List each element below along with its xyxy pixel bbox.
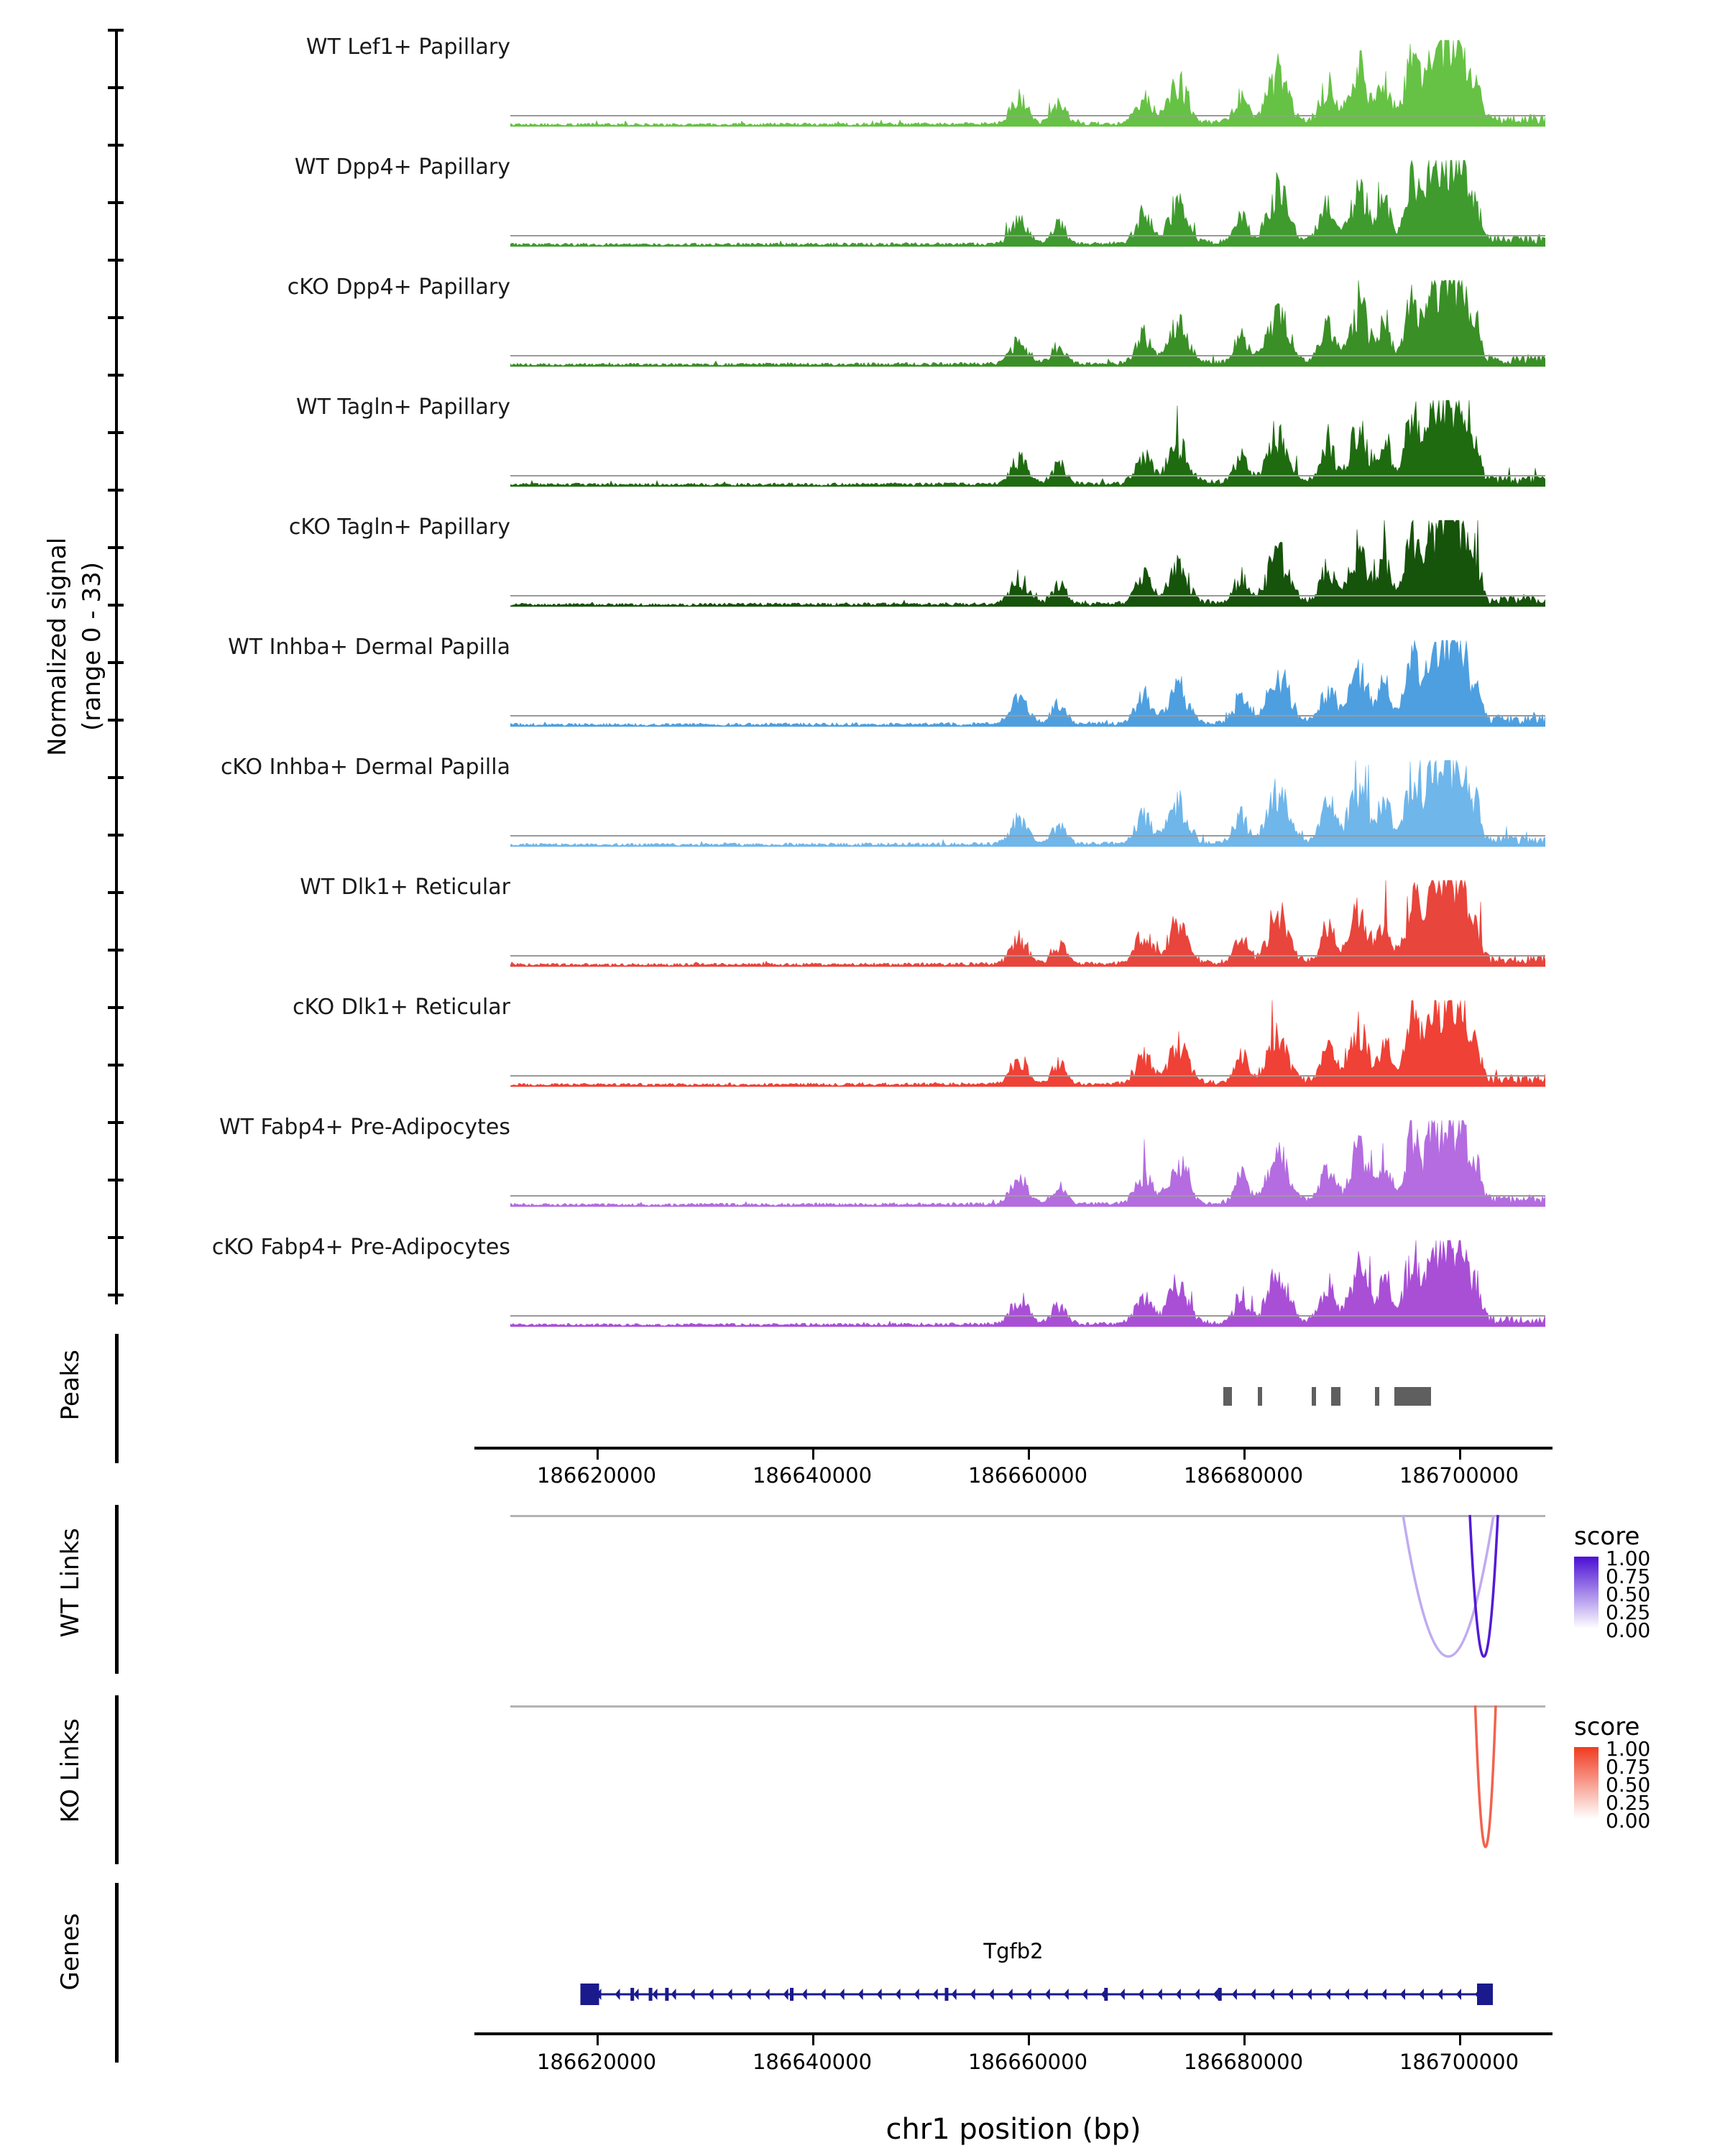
gene-strand-arrow — [1008, 1989, 1013, 2000]
x-axis-tick-label: 186660000 — [967, 1463, 1088, 1488]
gene-strand-arrow — [1269, 1989, 1274, 2000]
x-axis-tick — [812, 2035, 814, 2045]
gene-strand-arrow — [1026, 1989, 1031, 2000]
gene-strand-arrow — [1344, 1989, 1349, 2000]
coverage-track — [0, 264, 1725, 384]
gene-strand-arrow — [970, 1989, 975, 2000]
gene-exon — [790, 1988, 794, 2001]
link-arc — [1470, 1515, 1498, 1657]
coverage-track — [0, 505, 1725, 624]
coverage-track-label: WT Dlk1+ Reticular — [300, 875, 510, 900]
gene-strand-arrow — [1157, 1989, 1162, 2000]
gene-strand-arrow — [1251, 1989, 1256, 2000]
wt-links-legend-ticks — [1606, 1547, 1651, 1642]
x-axis-tick — [1243, 2035, 1246, 2045]
y-axis-title-line2: (range 0 - 33) — [78, 562, 106, 732]
coverage-track-label: WT Fabp4+ Pre-Adipocytes — [219, 1115, 510, 1140]
legend-tick-label: 1.00 — [1606, 1547, 1651, 1570]
coverage-baseline — [510, 835, 1545, 837]
gene-strand-arrow — [1064, 1989, 1069, 2000]
coverage-track-label: WT Dpp4+ Papillary — [294, 155, 510, 180]
gene-exon — [945, 1988, 949, 2001]
coverage-track-label: WT Tagln+ Papillary — [296, 395, 510, 420]
coverage-baseline — [510, 595, 1545, 596]
gene-model — [510, 1969, 1545, 2019]
gene-strand-arrow — [765, 1989, 770, 2000]
peaks-label: Peaks — [56, 1350, 85, 1421]
y-axis-title-line1: Normalized signal — [43, 537, 72, 757]
ko-links-legend-title: score — [1574, 1713, 1640, 1741]
ko-links-bracket — [115, 1695, 119, 1864]
gene-strand-arrow — [952, 1989, 957, 2000]
gene-strand-arrow — [1400, 1989, 1405, 2000]
x-axis-tick-label: 186700000 — [1399, 2050, 1519, 2074]
coverage-track — [0, 625, 1725, 744]
x-axis-tick-label: 186640000 — [752, 1463, 873, 1488]
genes-label: Genes — [56, 1913, 85, 1991]
coverage-track — [0, 745, 1725, 864]
ko-links-legend — [1574, 1713, 1651, 1833]
gene-strand-arrow — [1082, 1989, 1087, 2000]
gene-strand-arrow — [634, 1989, 639, 2000]
x-axis-tick — [1028, 2035, 1030, 2045]
x-axis-title: chr1 position (bp) — [886, 2113, 1141, 2146]
coverage-track-label: WT Lef1+ Papillary — [305, 34, 510, 60]
coverage-track — [0, 865, 1725, 984]
legend-tick-label: 0.75 — [1606, 1565, 1651, 1588]
peaks-axis-line — [474, 1447, 1552, 1450]
coverage-track-label: cKO Tagln+ Papillary — [288, 515, 510, 540]
gene-exon — [665, 1988, 668, 2001]
x-axis-tick-label: 186620000 — [536, 1463, 657, 1488]
coverage-signal — [510, 149, 1545, 258]
coverage-baseline — [510, 115, 1545, 116]
wt-links-bracket — [115, 1505, 119, 1674]
gene-strand-arrow — [1195, 1989, 1200, 2000]
link-arc — [1403, 1515, 1494, 1657]
coverage-baseline — [510, 955, 1545, 957]
gene-strand-arrow — [1363, 1989, 1368, 2000]
peak-block — [1258, 1387, 1262, 1406]
peaks-bracket — [115, 1334, 119, 1463]
wt-links-legend — [1574, 1522, 1651, 1642]
gene-strand-arrow — [746, 1989, 751, 2000]
ko-links-arcs — [510, 1692, 1545, 1858]
gene-strand-arrow — [671, 1989, 676, 2000]
ko-links-panel — [0, 1692, 1725, 1872]
x-axis-tick-label: 186660000 — [967, 2050, 1088, 2074]
gene-strand-arrow — [1138, 1989, 1144, 2000]
coverage-baseline — [510, 715, 1545, 717]
link-arc — [1476, 1705, 1496, 1847]
coverage-track-label: WT Inhba+ Dermal Papilla — [228, 635, 510, 660]
coverage-track — [0, 24, 1725, 144]
ko-links-legend-colorbar — [1574, 1747, 1598, 1819]
gene-strand-arrow — [727, 1989, 732, 2000]
x-axis-tick-label: 186620000 — [536, 2050, 657, 2074]
coverage-baseline — [510, 355, 1545, 356]
peak-block — [1375, 1387, 1379, 1406]
peak-block — [1312, 1387, 1316, 1406]
gene-strand-arrow — [877, 1989, 882, 2000]
gene-strand-arrow — [1213, 1989, 1218, 2000]
legend-tick-label: 0.25 — [1606, 1600, 1651, 1624]
gene-strand-arrow — [1307, 1989, 1312, 2000]
wt-links-legend-colorbar — [1574, 1557, 1598, 1628]
wt-links-panel — [0, 1502, 1725, 1682]
gene-strand-arrow — [821, 1989, 826, 2000]
legend-tick-label: 0.00 — [1606, 1618, 1651, 1642]
legend-tick-label: 1.00 — [1606, 1737, 1651, 1761]
gene-strand-arrow — [989, 1989, 994, 2000]
gene-strand-arrow — [1438, 1989, 1443, 2000]
legend-tick-label: 0.25 — [1606, 1791, 1651, 1815]
coverage-track — [0, 1225, 1725, 1344]
x-axis-tick-label: 186700000 — [1399, 1463, 1519, 1488]
legend-tick-label: 0.50 — [1606, 1773, 1651, 1797]
gene-strand-arrow — [615, 1989, 620, 2000]
x-axis-tick — [1459, 2035, 1461, 2045]
gene-strand-arrow — [653, 1989, 658, 2000]
ko-links-label: KO Links — [56, 1718, 85, 1823]
gene-strand-arrow — [1456, 1989, 1461, 2000]
coverage-baseline — [510, 1195, 1545, 1197]
x-axis-tick — [1459, 1450, 1461, 1460]
x-axis-tick — [812, 1450, 814, 1460]
gene-strand-arrow — [840, 1989, 845, 2000]
x-axis-tick-label: 186640000 — [752, 2050, 873, 2074]
coverage-track — [0, 1105, 1725, 1224]
coverage-signal — [510, 749, 1545, 858]
gene-strand-arrow — [1325, 1989, 1330, 2000]
peak-block — [1223, 1387, 1232, 1406]
gene-strand-arrow — [709, 1989, 714, 2000]
legend-tick-label: 0.50 — [1606, 1583, 1651, 1606]
x-axis-tick — [1243, 1450, 1246, 1460]
gene-exon — [630, 1988, 634, 2001]
genes-bracket — [115, 1883, 119, 2063]
genes-panel — [0, 1876, 1725, 2156]
coverage-baseline — [510, 475, 1545, 476]
gene-strand-arrow — [1288, 1989, 1293, 2000]
gene-strand-arrow — [1101, 1989, 1106, 2000]
coverage-track-label: cKO Dlk1+ Reticular — [293, 995, 510, 1020]
coverage-signal — [510, 869, 1545, 978]
gene-strand-arrow — [858, 1989, 863, 2000]
gene-strand-arrow — [783, 1989, 788, 2000]
coverage-signal — [510, 269, 1545, 378]
coverage-track — [0, 384, 1725, 504]
coverage-signal — [510, 29, 1545, 138]
coverage-track — [0, 144, 1725, 264]
coverage-track-label: cKO Fabp4+ Pre-Adipocytes — [211, 1235, 510, 1260]
coverage-baseline — [510, 1075, 1545, 1077]
x-axis-tick — [597, 2035, 599, 2045]
x-axis-tick-label: 186680000 — [1183, 2050, 1304, 2074]
legend-tick-label: 0.75 — [1606, 1755, 1651, 1779]
gene-strand-arrow — [1381, 1989, 1386, 2000]
coverage-signal — [510, 509, 1545, 618]
legend-tick-label: 0.00 — [1606, 1809, 1651, 1833]
gene-name-label: Tgfb2 — [983, 1939, 1044, 1963]
gene-strand-arrow — [690, 1989, 695, 2000]
coverage-track-label: cKO Dpp4+ Papillary — [287, 275, 510, 300]
gene-strand-arrow — [914, 1989, 919, 2000]
genes-axis-line — [474, 2032, 1552, 2035]
coverage-signal — [510, 1229, 1545, 1338]
coverage-signal — [510, 629, 1545, 738]
wt-links-arcs — [510, 1502, 1545, 1667]
gene-strand-arrow — [1120, 1989, 1125, 2000]
coverage-baseline — [510, 1315, 1545, 1317]
coverage-signal — [510, 389, 1545, 498]
gene-exon — [649, 1988, 653, 2001]
x-axis-tick — [597, 1450, 599, 1460]
coverage-signal — [510, 989, 1545, 1098]
coverage-track-label: cKO Inhba+ Dermal Papilla — [220, 755, 510, 780]
peak-block — [1394, 1387, 1431, 1406]
gene-strand-arrow — [1045, 1989, 1050, 2000]
coverage-signal — [510, 1109, 1545, 1218]
wt-links-legend-title: score — [1574, 1522, 1640, 1551]
ko-links-legend-ticks — [1606, 1737, 1651, 1833]
gene-strand-arrow — [896, 1989, 901, 2000]
coverage-track — [0, 985, 1725, 1104]
peak-block — [1331, 1387, 1341, 1406]
x-axis-tick-label: 186680000 — [1183, 1463, 1304, 1488]
peaks-panel — [0, 1330, 1725, 1488]
gene-strand-arrow — [1176, 1989, 1181, 2000]
coverage-baseline — [510, 235, 1545, 236]
x-axis-tick — [1028, 1450, 1030, 1460]
gene-exon — [1218, 1988, 1222, 2001]
wt-links-label: WT Links — [56, 1528, 85, 1638]
gene-strand-arrow — [1419, 1989, 1424, 2000]
gene-strand-arrow — [933, 1989, 938, 2000]
gene-strand-arrow — [1232, 1989, 1237, 2000]
gene-strand-arrow — [802, 1989, 807, 2000]
